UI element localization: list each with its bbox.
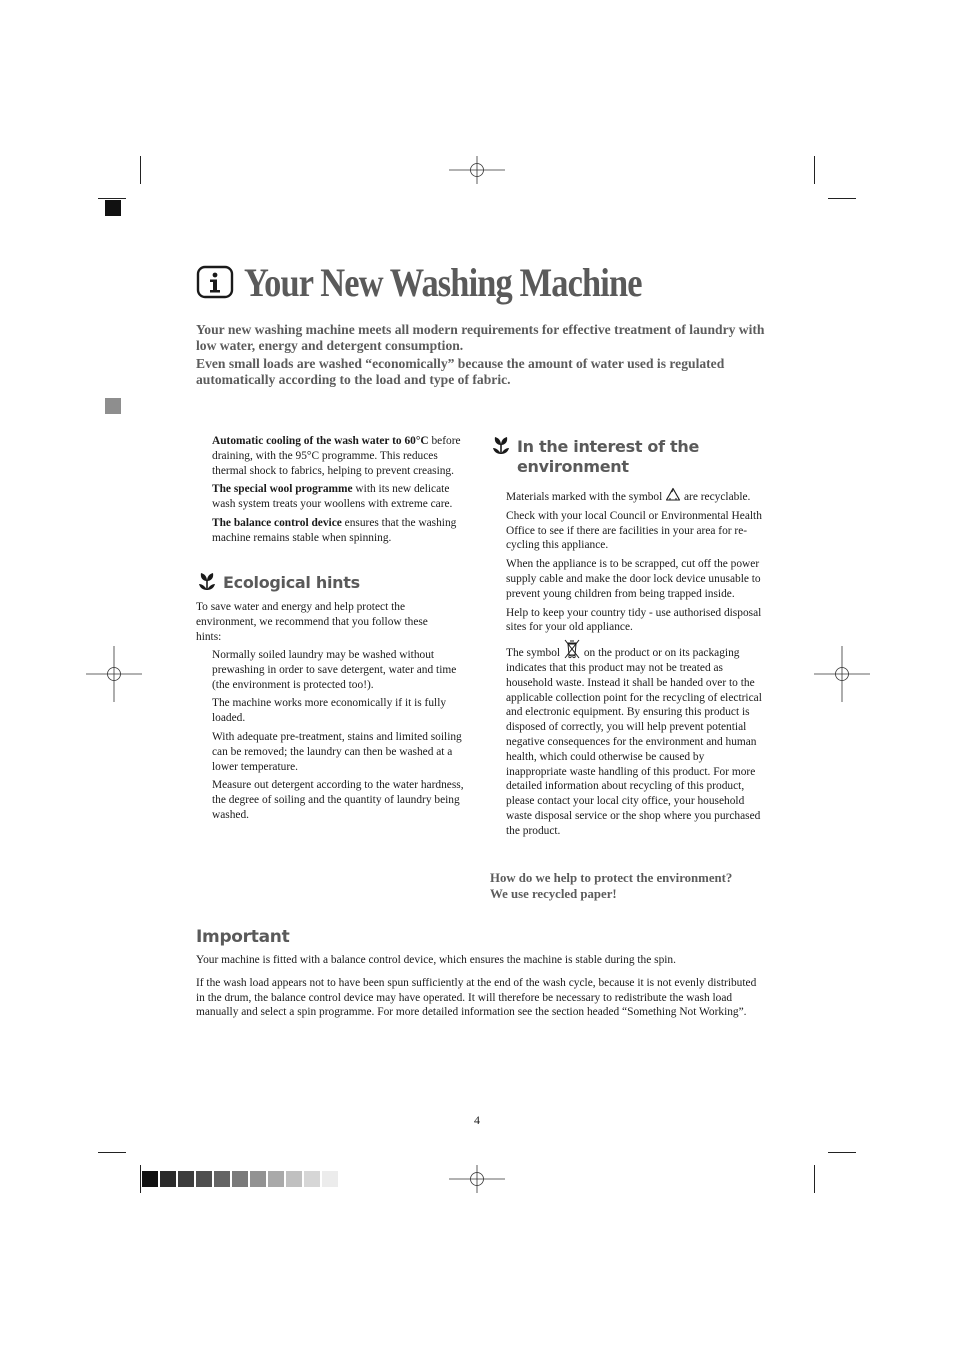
crop-mark (828, 198, 856, 199)
intro-paragraph: Even small loads are washed “economically” because the amount of water used is regulated automatically according to the load and type of fabric. (196, 356, 725, 387)
environment-heading (491, 437, 699, 477)
leaf-icon (491, 436, 511, 456)
heading-text: Important (196, 927, 290, 947)
crop-mark (98, 198, 126, 199)
crop-mark (814, 156, 815, 184)
environment-body (506, 487, 762, 843)
features-list (212, 434, 468, 550)
page-number: 4 (474, 1113, 480, 1127)
calibration-swatch (214, 1171, 230, 1187)
heading-text: In the interest of the (517, 437, 700, 456)
calibration-swatch (322, 1171, 338, 1187)
calibration-swatch (178, 1171, 194, 1187)
calibration-swatch (286, 1171, 302, 1187)
leaf-icon (197, 572, 217, 592)
registration-mark-icon (86, 646, 142, 702)
title-text: Your New Washing Machine (244, 259, 642, 305)
crossed-bin-icon (563, 639, 581, 659)
important-heading (196, 927, 289, 947)
paragraph: The symbol on the product or on its packaging indicates that this product may not be treated as household waste. Instead it shall be handed over to the applicable collection point for the recycling of electrical and electronic equipment. By ensuring this product is disposed of correctly, you will help prevent potential negative consequences for the environment and human health, which could otherwise be caused by inappropriate waste handling of this product. For more detailed information about recycling of this product, please contact your local city office, your household waste disposal service or the shop where you purchased the product. (506, 639, 762, 838)
registration-mark-icon (449, 142, 505, 198)
recycle-icon (665, 487, 681, 502)
heading-text: Ecological hints (223, 573, 360, 592)
eco-intro: To save water and energy and help protect the environment, we recommend that you follow these hints: (196, 601, 428, 643)
page-title (196, 252, 706, 312)
registration-mark-icon (449, 1151, 505, 1207)
intro-paragraph: Your new washing machine meets all modern requirements for effective treatment of laundry with low water, energy and detergent consumption. (196, 322, 765, 353)
paragraph: Check with your local Council or Environmental Health Office to see if there are facilities in your area for re-cycling this appliance. (506, 509, 762, 552)
intro-text (196, 322, 766, 390)
feature-item: Automatic cooling of the wash water to 60°C before draining, with the 95°C programme. This reduces thermal shock to fabrics, helping to prevent creasing. (212, 435, 461, 477)
paragraph: Help to keep your country tidy - use authorised disposal sites for your old appliance. (506, 606, 762, 634)
crop-mark (828, 1152, 856, 1153)
important-body (196, 953, 762, 1024)
calibration-swatch (250, 1171, 266, 1187)
crop-mark (140, 1165, 141, 1193)
environment-closing: How do we help to protect the environment? We use recycled paper! (490, 871, 733, 901)
gray-tab-marker (105, 398, 121, 414)
list-item: The machine works more economically if it is fully loaded. (212, 697, 447, 725)
black-tab-marker (105, 200, 121, 216)
info-icon (196, 263, 234, 301)
calibration-swatch (232, 1171, 248, 1187)
eco-hints-list (212, 648, 468, 827)
paragraph: Your machine is fitted with a balance control device, which ensures the machine is stable during the spin. (196, 954, 676, 966)
crop-mark (98, 1152, 126, 1153)
paragraph: Materials marked with the symbol are recyclable. (506, 487, 762, 505)
crop-mark (140, 156, 141, 184)
feature-item: The special wool programme with its new delicate wash system treats your woollens with extreme care. (212, 483, 453, 511)
calibration-swatch (142, 1171, 158, 1187)
calibration-swatch (268, 1171, 284, 1187)
calibration-swatch (304, 1171, 320, 1187)
list-item: With adequate pre-treatment, stains and limited soiling can be removed; the laundry can then be washed at a lower temperature. (212, 730, 462, 773)
paragraph: When the appliance is to be scrapped, cut off the power supply cable and make the door lock device unusable to prevent young children from being trapped inside. (506, 558, 761, 600)
paragraph: If the wash load appears not to have been spun sufficiently at the end of the wash cycle, because it is not evenly distributed in the drum, the balance control device may have operated. It will therefore be necessary to redistribute the wash load manually and select a spin programme. For more detailed information see the section headed “Something Not Working”. (196, 976, 757, 1019)
calibration-swatch (160, 1171, 176, 1187)
feature-item: The balance control device ensures that the washing machine remains stable when spinning. (212, 516, 457, 544)
calibration-swatch (196, 1171, 212, 1187)
registration-mark-icon (814, 646, 870, 702)
crop-mark (814, 1165, 815, 1193)
ecological-hints-heading (197, 573, 360, 592)
heading-text: environment (517, 457, 629, 476)
list-item: Measure out detergent according to the water hardness, the degree of soiling and the quantity of laundry being washed. (212, 779, 464, 821)
list-item: Normally soiled laundry may be washed without prewashing in order to save detergent, water and time (the environment is protected too!). (212, 649, 457, 691)
